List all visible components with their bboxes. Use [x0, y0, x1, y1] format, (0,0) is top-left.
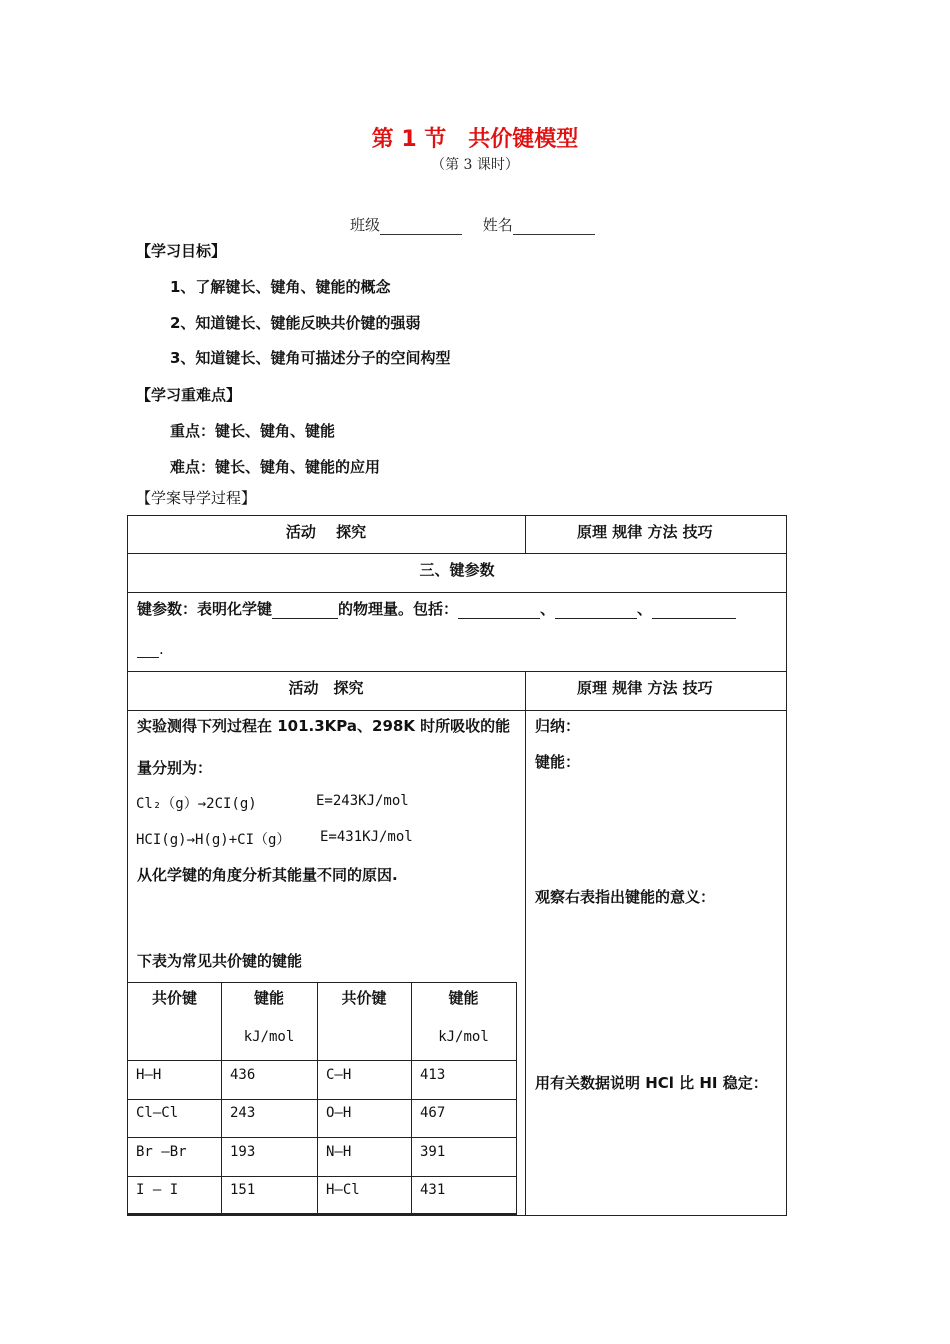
bond-cell: I — I	[136, 1182, 179, 1198]
energy-cell: 243	[230, 1105, 256, 1121]
difficulty-point: 难点：键长、键角、键能的应用	[170, 458, 381, 476]
equation-1-energy: E=243KJ/mol	[316, 793, 409, 809]
table-border	[127, 1215, 787, 1216]
process-heading: 【学案导学过程】	[136, 489, 257, 507]
inner-col	[411, 982, 412, 1214]
inner-border	[128, 1137, 517, 1138]
bond-cell: Br —Br	[136, 1144, 187, 1160]
col-header-activity-2: 活动 探究	[288, 679, 364, 697]
summary-label: 归纳：	[535, 717, 581, 735]
observe-question: 观察右表指出键能的意义：	[535, 888, 716, 906]
energy-unit: kJ/mol	[438, 1029, 489, 1045]
equation-1-left: Cl₂（g）→2CI(g)	[136, 796, 257, 812]
keypoints-heading: 【学习重难点】	[136, 386, 242, 404]
bond-cell: O—H	[326, 1105, 352, 1121]
col-divider	[525, 671, 526, 1215]
param-blank[interactable]	[137, 643, 159, 658]
objective-item: 1、了解键长、键角、键能的概念	[170, 278, 391, 296]
table-border	[127, 515, 128, 1215]
focus-point: 重点：键长、键角、键能	[170, 422, 336, 440]
param-end: .	[159, 640, 164, 658]
section-heading: 三、键参数	[419, 561, 495, 579]
param-prefix: 键参数：表明化学键	[137, 600, 273, 618]
bond-cell: H—Cl	[326, 1182, 360, 1198]
inner-col	[516, 982, 517, 1214]
page-subtitle: （第 3 课时）	[431, 157, 519, 173]
param-blank[interactable]	[652, 604, 736, 619]
objective-item: 2、知道键长、键能反映共价键的强弱	[170, 314, 421, 332]
explain-question: 用有关数据说明 HCl 比 HI 稳定：	[535, 1074, 768, 1092]
param-sep: 、	[637, 600, 653, 618]
inner-col	[221, 982, 222, 1214]
inner-border	[128, 1176, 517, 1177]
row-divider	[127, 592, 787, 593]
bond-cell: C—H	[326, 1067, 352, 1083]
table-intro: 下表为常见共价键的键能	[137, 952, 303, 970]
experiment-line-1: 实验测得下列过程在 101.3KPa、298K 时所吸收的能	[137, 717, 511, 735]
name-label: 姓名	[482, 216, 513, 234]
table-border	[786, 515, 787, 1215]
class-label: 班级	[350, 216, 381, 234]
inner-border	[128, 1213, 517, 1215]
analysis-question: 从化学键的角度分析其能量不同的原因.	[137, 866, 398, 884]
energy-cell: 413	[420, 1067, 446, 1083]
row-divider	[127, 710, 787, 711]
bond-cell: Cl—Cl	[136, 1105, 179, 1121]
equation-2-left: HCI(g)→H(g)+CI（g）	[136, 832, 291, 848]
inner-border	[128, 1099, 517, 1100]
energy-cell: 193	[230, 1144, 256, 1160]
bond-energy-label: 键能：	[535, 753, 581, 771]
bond-cell: N—H	[326, 1144, 352, 1160]
energy-header: 键能	[448, 989, 479, 1007]
table-border	[127, 515, 787, 516]
class-name-line	[350, 214, 595, 235]
objective-item: 3、知道键长、键角可描述分子的空间构型	[170, 349, 451, 367]
inner-border	[128, 1060, 517, 1061]
param-line-2	[137, 640, 164, 658]
equation-2-energy: E=431KJ/mol	[320, 829, 413, 845]
energy-cell: 436	[230, 1067, 256, 1083]
class-blank[interactable]	[380, 220, 462, 235]
col-header-principle-2: 原理 规律 方法 技巧	[577, 679, 713, 697]
col-header-principle: 原理 规律 方法 技巧	[577, 523, 713, 541]
inner-col	[317, 982, 318, 1214]
energy-cell: 391	[420, 1144, 446, 1160]
row-divider	[127, 671, 787, 672]
energy-cell: 467	[420, 1105, 446, 1121]
bond-header: 共价键	[151, 989, 197, 1007]
experiment-line-2: 量分别为：	[137, 759, 213, 777]
param-sep: 、	[540, 600, 556, 618]
energy-header: 键能	[253, 989, 284, 1007]
bond-header: 共价键	[341, 989, 387, 1007]
energy-cell: 431	[420, 1182, 446, 1198]
inner-border	[128, 982, 517, 983]
param-blank[interactable]	[458, 604, 540, 619]
energy-cell: 151	[230, 1182, 256, 1198]
param-mid: 的物理量。包括：	[338, 600, 459, 618]
row-divider	[127, 553, 787, 554]
param-blank[interactable]	[555, 604, 637, 619]
param-blank[interactable]	[272, 604, 338, 619]
page-title: 第 1 节 共价键模型	[371, 127, 579, 152]
bond-param-line	[137, 598, 736, 619]
objectives-heading: 【学习目标】	[136, 242, 227, 260]
energy-unit: kJ/mol	[243, 1029, 295, 1045]
col-header-activity: 活动 探究	[285, 523, 367, 541]
name-blank[interactable]	[513, 220, 595, 235]
bond-cell: H—H	[136, 1067, 162, 1083]
